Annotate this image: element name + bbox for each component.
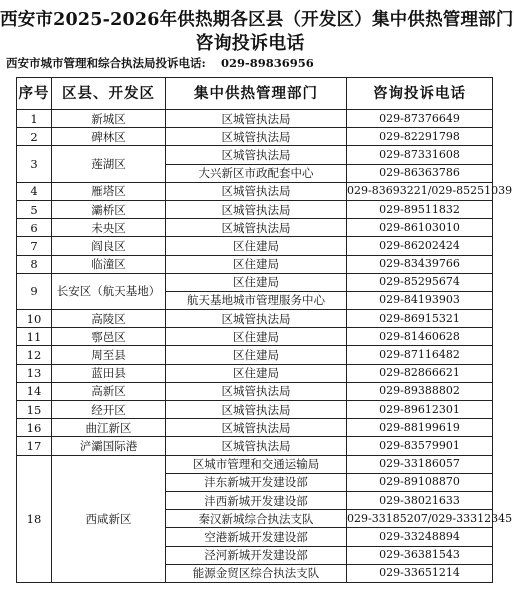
phone-number: 029-87376649	[347, 110, 493, 128]
department-name: 航天基地城市管理服务中心	[166, 291, 347, 309]
department-name: 秦汉新城综合执法支队	[166, 510, 347, 528]
table-row	[17, 182, 493, 200]
department-name: 区城管执法局	[166, 437, 347, 455]
header-phone: 咨询投诉电话	[347, 78, 493, 110]
row-number: 16	[17, 419, 52, 437]
city-hotline-phone: 029-89836956	[221, 56, 314, 70]
district-name: 蓝田县	[52, 364, 166, 382]
phone-number: 029-86202424	[347, 237, 493, 255]
department-name: 泾河新城开发建设部	[166, 546, 347, 564]
department-name: 区住建局	[166, 364, 347, 382]
department-name: 区城管执法局	[166, 200, 347, 218]
phone-number: 029-89612301	[347, 401, 493, 419]
department-name: 区住建局	[166, 328, 347, 346]
row-number: 7	[17, 237, 52, 255]
header-department: 集中供热管理部门	[166, 78, 347, 110]
phone-number: 029-87116482	[347, 346, 493, 364]
district-name: 周至县	[52, 346, 166, 364]
row-number: 10	[17, 310, 52, 328]
district-name: 西咸新区	[52, 455, 166, 582]
department-name: 区城管执法局	[166, 146, 347, 164]
phone-number: 029-85295674	[347, 273, 493, 291]
table-row	[17, 419, 493, 437]
department-name: 区城管执法局	[166, 128, 347, 146]
department-name: 区城管执法局	[166, 310, 347, 328]
city-hotline	[6, 55, 314, 71]
district-name: 长安区（航天基地）	[52, 273, 166, 309]
department-name: 区城管执法局	[166, 419, 347, 437]
phone-number: 029-33186057	[347, 455, 493, 473]
phone-number: 029-83439766	[347, 255, 493, 273]
phone-number: 029-87331608	[347, 146, 493, 164]
table-row	[17, 364, 493, 382]
phone-number: 029-36381543	[347, 546, 493, 564]
phone-number: 029-84193903	[347, 291, 493, 309]
phone-number: 029-89511832	[347, 200, 493, 218]
phone-number: 029-33248894	[347, 528, 493, 546]
phone-number: 029-83693221/029-85251039	[347, 182, 493, 200]
phone-number: 029-88199619	[347, 419, 493, 437]
header-number: 序号	[17, 78, 52, 110]
table-row	[17, 255, 493, 273]
phone-number: 029-33185207/029-33312345	[347, 510, 493, 528]
department-name: 区城管执法局	[166, 382, 347, 400]
phone-number: 029-38021633	[347, 491, 493, 509]
table-row	[17, 346, 493, 364]
phone-number: 029-86103010	[347, 219, 493, 237]
department-name: 区城管执法局	[166, 182, 347, 200]
row-number: 15	[17, 401, 52, 419]
department-name: 区城市管理和交通运输局	[166, 455, 347, 473]
district-name: 曲江新区	[52, 419, 166, 437]
row-number: 12	[17, 346, 52, 364]
document-title: 西安市2025-2026年供热期各区县（开发区）集中供热管理部门	[0, 10, 514, 30]
table-row	[17, 437, 493, 455]
phone-number: 029-81460628	[347, 328, 493, 346]
city-hotline-label: 西安市城市管理和综合执法局投诉电话:	[6, 56, 206, 70]
department-name: 区住建局	[166, 273, 347, 291]
phone-number: 029-82291798	[347, 128, 493, 146]
table-row	[17, 401, 493, 419]
district-name: 高陵区	[52, 310, 166, 328]
phone-number: 029-33651214	[347, 564, 493, 582]
row-number: 1	[17, 110, 52, 128]
department-name: 区城管执法局	[166, 219, 347, 237]
table-row	[17, 455, 493, 473]
department-name: 空港新城开发建设部	[166, 528, 347, 546]
document-subtitle: 咨询投诉电话	[195, 33, 305, 54]
department-name: 沣西新城开发建设部	[166, 491, 347, 509]
district-name: 鄠邑区	[52, 328, 166, 346]
department-name: 区住建局	[166, 255, 347, 273]
district-name: 未央区	[52, 219, 166, 237]
district-name: 阎良区	[52, 237, 166, 255]
district-name: 经开区	[52, 401, 166, 419]
phone-number: 029-82866621	[347, 364, 493, 382]
phone-number: 029-89388802	[347, 382, 493, 400]
table-row	[17, 219, 493, 237]
district-name: 高新区	[52, 382, 166, 400]
district-name: 临潼区	[52, 255, 166, 273]
row-number: 17	[17, 437, 52, 455]
district-name: 灞桥区	[52, 200, 166, 218]
table-body	[17, 110, 513, 583]
row-number: 6	[17, 219, 52, 237]
table-row	[17, 128, 493, 146]
department-name: 区城管执法局	[166, 401, 347, 419]
table-row	[17, 273, 493, 291]
row-number: 9	[17, 273, 52, 309]
table-row	[17, 382, 493, 400]
district-name: 新城区	[52, 110, 166, 128]
row-number: 13	[17, 364, 52, 382]
department-name: 区城管执法局	[166, 110, 347, 128]
department-name: 区住建局	[166, 346, 347, 364]
phone-number: 029-86363786	[347, 164, 493, 182]
row-number: 14	[17, 382, 52, 400]
department-name: 大兴新区市政配套中心	[166, 164, 347, 182]
district-name: 浐灞国际港	[52, 437, 166, 455]
row-number: 4	[17, 182, 52, 200]
district-name: 莲湖区	[52, 146, 166, 182]
row-number: 3	[17, 146, 52, 182]
table-row	[17, 237, 493, 255]
row-number: 2	[17, 128, 52, 146]
phone-number: 029-89108870	[347, 473, 493, 491]
table-row	[17, 110, 493, 128]
row-number: 8	[17, 255, 52, 273]
table-row	[17, 200, 493, 218]
header-district: 区县、开发区	[52, 78, 166, 110]
table-row	[17, 310, 493, 328]
row-number: 5	[17, 200, 52, 218]
table-header-row	[17, 78, 493, 110]
row-number: 18	[17, 455, 52, 582]
phone-number: 029-83579901	[347, 437, 493, 455]
row-number: 11	[17, 328, 52, 346]
contact-table	[16, 77, 513, 583]
district-name: 雁塔区	[52, 182, 166, 200]
phone-number: 029-86915321	[347, 310, 493, 328]
table-row	[17, 146, 493, 164]
department-name: 沣东新城开发建设部	[166, 473, 347, 491]
department-name: 能源金贸区综合执法支队	[166, 564, 347, 582]
district-name: 碑林区	[52, 128, 166, 146]
department-name: 区住建局	[166, 237, 347, 255]
table-row	[17, 328, 493, 346]
